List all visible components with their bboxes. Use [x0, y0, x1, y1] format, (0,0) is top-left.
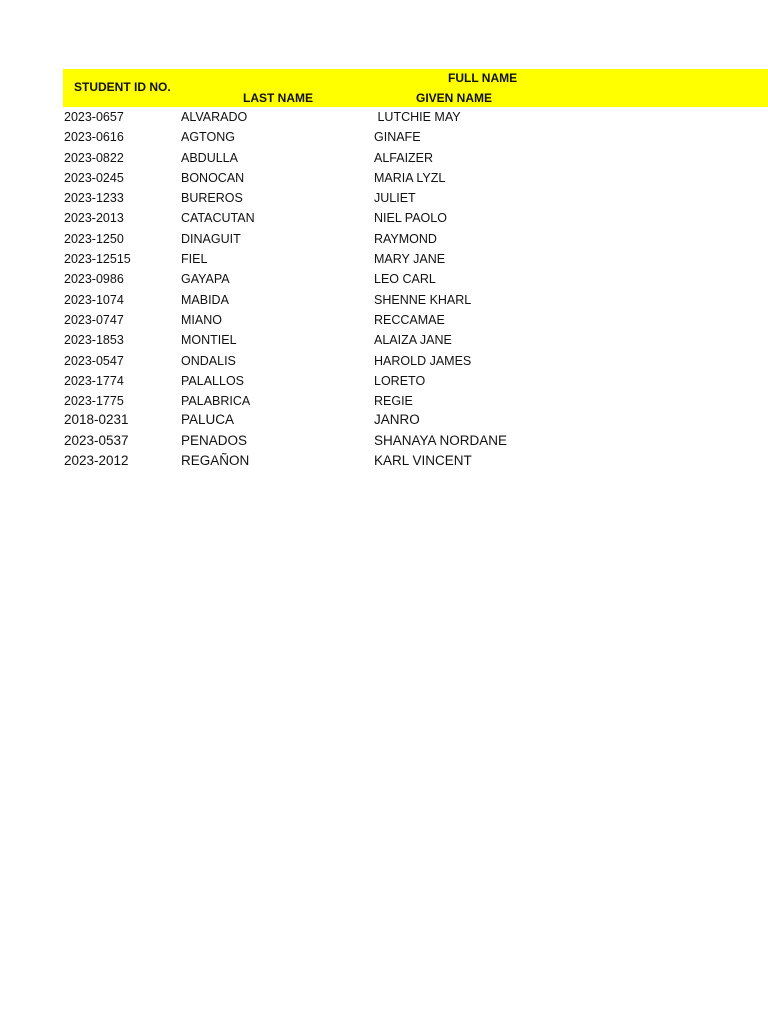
- last-name-cell: PALUCA: [181, 412, 235, 428]
- given-name-cell: RAYMOND: [374, 231, 437, 246]
- given-name-cell: ALFAIZER: [374, 150, 434, 165]
- last-name-cell: PALALLOS: [181, 373, 245, 388]
- student-id-cell: 2023-0547: [64, 353, 124, 368]
- given-name-cell: HAROLD JAMES: [374, 353, 472, 368]
- table-row: [63, 269, 768, 289]
- given-name-cell: MARY JANE: [374, 252, 446, 267]
- last-name-header: LAST NAME: [243, 91, 313, 105]
- table-row: [63, 107, 768, 127]
- student-id-cell: 2023-2013: [64, 211, 124, 226]
- given-name-cell: JANRO: [374, 412, 420, 428]
- table-row: [63, 310, 768, 330]
- last-name-cell: PALABRICA: [181, 394, 251, 409]
- given-name-header: GIVEN NAME: [416, 91, 493, 105]
- last-name-cell: PENADOS: [181, 432, 248, 448]
- last-name-cell: BUREROS: [181, 191, 243, 206]
- student-id-cell: 2023-0986: [64, 272, 124, 287]
- table-row: [63, 168, 768, 188]
- table-row: [63, 411, 768, 431]
- table-row: [63, 127, 768, 147]
- last-name-cell: DINAGUIT: [181, 231, 241, 246]
- student-id-cell: 2023-2012: [64, 453, 129, 469]
- full-name-header: FULL NAME: [448, 71, 518, 85]
- student-rows: [63, 107, 768, 472]
- student-id-cell: 2023-0747: [64, 312, 124, 327]
- table-row: [63, 432, 768, 452]
- table-row: [63, 148, 768, 168]
- given-name-cell: LUTCHIE MAY: [374, 110, 461, 124]
- student-id-cell: 2023-0245: [64, 170, 124, 185]
- given-name-cell: LORETO: [374, 373, 426, 388]
- table-row: [63, 351, 768, 371]
- given-name-cell: JULIET: [374, 191, 416, 206]
- given-name-cell: SHANAYA NORDANE: [374, 432, 508, 448]
- given-name-cell: RECCAMAE: [374, 312, 445, 327]
- table-row: [63, 371, 768, 391]
- given-name-cell: GINAFE: [374, 130, 421, 145]
- given-name-cell: LEO CARL: [374, 272, 436, 287]
- given-name-cell: REGIE: [374, 394, 413, 409]
- student-roster-sheet: [63, 69, 768, 472]
- table-row: [63, 208, 768, 228]
- last-name-cell: ONDALIS: [181, 353, 236, 368]
- last-name-cell: AGTONG: [181, 130, 235, 145]
- table-row: [63, 330, 768, 350]
- student-id-cell: 2023-1233: [64, 191, 124, 206]
- last-name-cell: CATACUTAN: [181, 211, 255, 226]
- last-name-cell: REGAÑON: [181, 453, 250, 469]
- student-id-cell: 2023-0616: [64, 130, 124, 145]
- student-id-cell: 2023-1853: [64, 333, 124, 348]
- table-header: [63, 69, 768, 107]
- student-id-cell: 2023-1775: [64, 394, 124, 409]
- last-name-cell: BONOCAN: [181, 170, 245, 185]
- last-name-cell: MABIDA: [181, 292, 229, 307]
- student-id-cell: 2023-0537: [64, 432, 129, 448]
- given-name-cell: KARL VINCENT: [374, 453, 472, 469]
- last-name-cell: ALVARADO: [181, 110, 248, 124]
- given-name-cell: ALAIZA JANE: [374, 333, 452, 348]
- last-name-cell: FIEL: [181, 252, 208, 267]
- student-id-cell: 2023-1074: [64, 292, 124, 307]
- student-id-cell: 2023-12515: [64, 252, 131, 267]
- student-id-cell: 2023-0657: [64, 110, 124, 124]
- given-name-cell: SHENNE KHARL: [374, 292, 472, 307]
- given-name-cell: MARIA LYZL: [374, 170, 446, 185]
- given-name-cell: NIEL PAOLO: [374, 211, 447, 226]
- last-name-cell: ABDULLA: [181, 150, 238, 165]
- table-row: [63, 229, 768, 249]
- last-name-cell: MONTIEL: [181, 333, 237, 348]
- table-row: [63, 391, 768, 411]
- student-id-cell: 2023-1250: [64, 231, 124, 246]
- last-name-cell: MIANO: [181, 312, 222, 327]
- student-id-cell: 2023-0822: [64, 150, 124, 165]
- table-row: [63, 188, 768, 208]
- table-row: [63, 290, 768, 310]
- last-name-cell: GAYAPA: [181, 272, 230, 287]
- student-id-header: STUDENT ID NO.: [74, 80, 171, 94]
- student-id-cell: 2018-0231: [64, 412, 129, 428]
- student-id-cell: 2023-1774: [64, 373, 124, 388]
- table-row: [63, 249, 768, 269]
- table-row: [63, 452, 768, 472]
